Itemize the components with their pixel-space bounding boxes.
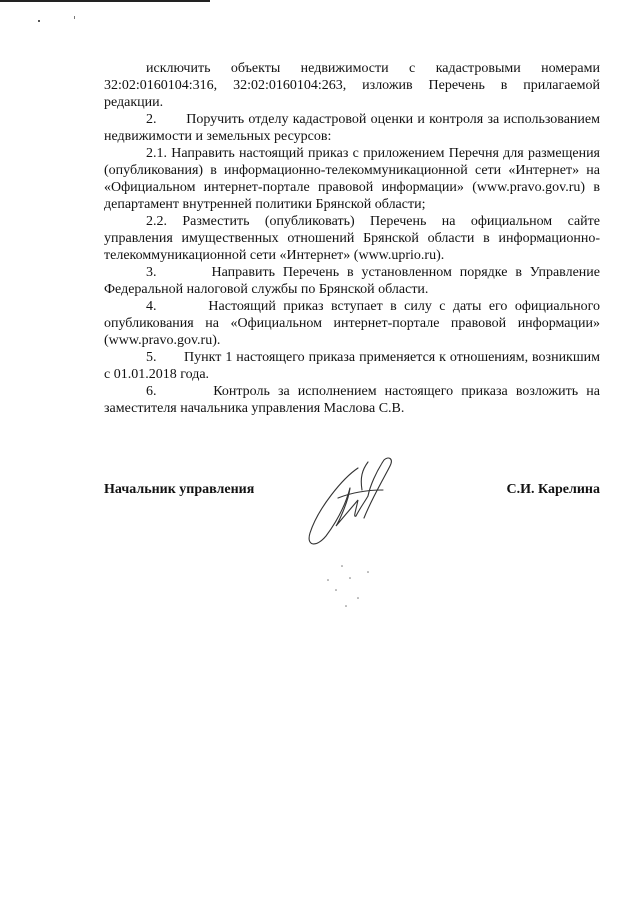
signatory-name: С.И. Карелина	[506, 482, 600, 497]
paragraph-6: 6. Контроль за исполнением настоящего приказа возложить на заместителя начальника управления Маслова С.В.	[104, 384, 600, 416]
signatory-title: Начальник управления	[104, 482, 255, 497]
scan-speck	[38, 20, 40, 22]
handwritten-signature	[298, 448, 408, 618]
top-scan-line	[0, 0, 210, 2]
paragraph-1-continuation: исключить объекты недвижимости с кадастровыми номерами 32:02:0160104:316, 32:02:0160104:263, изложив Перечень в прилагаемой редакции.	[104, 61, 600, 110]
scan-speck	[74, 16, 75, 19]
document-body	[104, 60, 600, 417]
paragraph-2-2: 2.2. Разместить (опубликовать) Перечень на официальном сайте управления имущественных отношений Брянской области в информационно-телекоммуникационной сети «Интернет» (www.uprio.ru).	[104, 214, 600, 263]
paragraph-5: 5. Пункт 1 настоящего приказа применяется к отношениям, возникшим с 01.01.2018 года.	[104, 350, 600, 382]
paragraph-4: 4. Настоящий приказ вступает в силу с даты его официального опубликования на «Официальном интернет-портале правовой информации» (www.pravo.gov.ru).	[104, 299, 600, 348]
paragraph-3: 3. Направить Перечень в установленном порядке в Управление Федеральной налоговой службы по Брянской области.	[104, 265, 600, 297]
paragraph-2: 2. Поручить отделу кадастровой оценки и контроля за использованием недвижимости и земельных ресурсов:	[104, 112, 600, 144]
paragraph-2-1: 2.1. Направить настоящий приказ с приложением Перечня для размещения (опубликования) в информационно-телекоммуникационной сети «Интернет» на «Официальном интернет-портале правовой информации» (www.pravo.gov.ru) в департамент внутренней политики Брянской области;	[104, 146, 600, 212]
